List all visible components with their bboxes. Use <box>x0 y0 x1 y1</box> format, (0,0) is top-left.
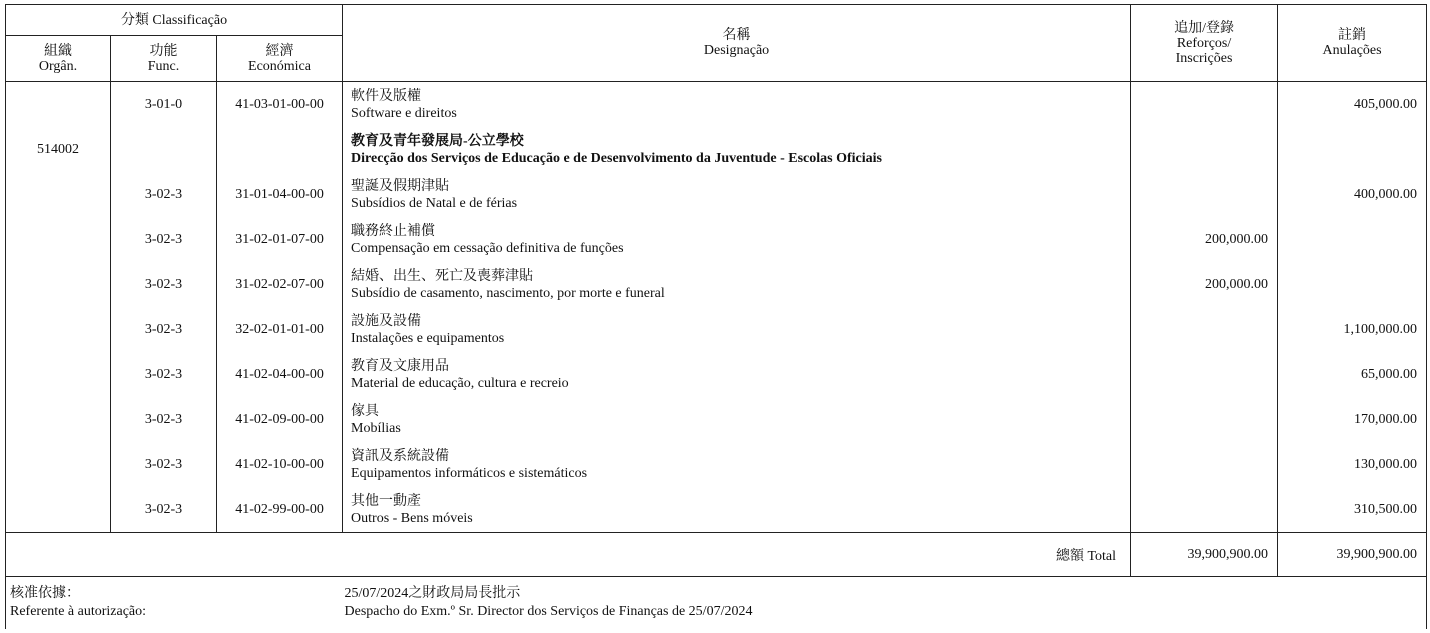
cancellation-cell <box>1278 262 1427 307</box>
organ-cell <box>6 307 111 352</box>
func-cell: 3-02-3 <box>111 442 217 487</box>
designation-cell <box>343 262 1131 307</box>
econ-cell: 41-02-09-00-00 <box>217 397 343 442</box>
table-row <box>6 487 1427 533</box>
func-cell: 3-02-3 <box>111 172 217 217</box>
organ-cell <box>6 487 111 533</box>
designation-cell <box>343 487 1131 533</box>
designation-cell <box>343 82 1131 128</box>
cancellation-cell: 310,500.00 <box>1278 487 1427 533</box>
econ-cell: 41-02-04-00-00 <box>217 352 343 397</box>
organ-cell <box>6 262 111 307</box>
designation-header <box>343 5 1131 82</box>
designation-pt: Outros - Bens móveis <box>351 510 473 526</box>
table-row <box>6 352 1427 397</box>
authorization-label <box>6 577 343 630</box>
total-reinforcement: 39,900,900.00 <box>1131 533 1278 577</box>
func-cell: 3-02-3 <box>111 262 217 307</box>
designation-pt: Subsídio de casamento, nascimento, por morte e funeral <box>351 285 665 301</box>
func-cell: 3-02-3 <box>111 487 217 533</box>
classification-header: 分類 Classificação <box>6 5 343 36</box>
table-row <box>6 397 1427 442</box>
cancellation-cell: 405,000.00 <box>1278 82 1427 128</box>
designation-zh: 設施及設備 <box>351 313 422 329</box>
econ-cell: 31-02-01-07-00 <box>217 217 343 262</box>
designation-zh: 教育及文康用品 <box>351 358 450 374</box>
organ-cell <box>6 82 111 128</box>
econ-cell: 41-02-10-00-00 <box>217 442 343 487</box>
total-label: 總額 Total <box>6 533 1131 577</box>
authorization-text-pt: Despacho do Exm.º Sr. Director dos Serviços de Finanças de 25/07/2024 <box>344 604 753 619</box>
econ-cell <box>217 127 343 172</box>
func-cell: 3-02-3 <box>111 352 217 397</box>
organ-cell <box>6 352 111 397</box>
organ-header-zh: 組織 <box>44 43 72 59</box>
reinforcements-header-zh: 追加/登錄 <box>1174 20 1234 36</box>
reinforcement-cell <box>1131 127 1278 172</box>
table-row <box>6 442 1427 487</box>
cancellations-header-pt: Anulações <box>1322 43 1382 58</box>
func-cell: 3-01-0 <box>111 82 217 128</box>
designation-cell <box>343 442 1131 487</box>
designation-zh: 其他一動產 <box>351 493 422 509</box>
econ-cell: 31-01-04-00-00 <box>217 172 343 217</box>
designation-pt: Subsídios de Natal e de férias <box>351 195 518 211</box>
cancellation-cell <box>1278 127 1427 172</box>
func-cell: 3-02-3 <box>111 217 217 262</box>
total-cancellation: 39,900,900.00 <box>1278 533 1427 577</box>
total-row <box>6 533 1427 577</box>
designation-pt: Instalações e equipamentos <box>351 330 505 346</box>
reinforcement-cell <box>1131 397 1278 442</box>
authorization-text <box>343 577 1427 630</box>
designation-pt: Software e direitos <box>351 105 457 121</box>
reinforcement-cell <box>1131 352 1278 397</box>
func-cell: 3-02-3 <box>111 397 217 442</box>
cancellations-header-zh: 註銷 <box>1338 28 1367 43</box>
designation-cell <box>343 352 1131 397</box>
designation-zh: 資訊及系統設備 <box>351 448 450 464</box>
reinforcement-cell: 200,000.00 <box>1131 217 1278 262</box>
organ-header-pt: Orgân. <box>38 58 78 74</box>
designation-pt: Equipamentos informáticos e sistemáticos <box>351 465 588 481</box>
cancellation-cell: 65,000.00 <box>1278 352 1427 397</box>
econ-header-pt: Económica <box>248 58 311 74</box>
authorization-row <box>6 577 1427 630</box>
designation-zh: 教育及青年發展局-公立學校 <box>351 133 524 149</box>
authorization-label-pt: Referente à autorização: <box>10 604 147 619</box>
cancellation-cell: 400,000.00 <box>1278 172 1427 217</box>
cancellation-cell <box>1278 217 1427 262</box>
func-header <box>111 36 217 82</box>
designation-zh: 軟件及版權 <box>351 88 422 104</box>
reinforcement-cell <box>1131 82 1278 128</box>
table-row <box>6 217 1427 262</box>
designation-pt: Direcção dos Serviços de Educação e de Desenvolvimento da Juventude - Escolas Oficiais <box>351 150 882 166</box>
designation-cell <box>343 127 1131 172</box>
econ-cell: 41-02-99-00-00 <box>217 487 343 533</box>
reinforcement-cell <box>1131 307 1278 352</box>
cancellations-header <box>1278 5 1427 82</box>
authorization-label-zh: 核准依據： <box>10 586 80 601</box>
econ-cell: 31-02-02-07-00 <box>217 262 343 307</box>
table-row <box>6 262 1427 307</box>
cancellation-cell: 1,100,000.00 <box>1278 307 1427 352</box>
designation-cell <box>343 397 1131 442</box>
organ-cell <box>6 217 111 262</box>
table-row <box>6 307 1427 352</box>
designation-header-zh: 名稱 <box>722 28 751 43</box>
reinforcement-cell <box>1131 172 1278 217</box>
table-row <box>6 82 1427 128</box>
organ-cell <box>6 172 111 217</box>
designation-header-pt: Designação <box>703 43 770 58</box>
designation-zh: 職務終止補償 <box>351 223 436 239</box>
designation-zh: 傢具 <box>351 403 380 419</box>
reinforcements-header <box>1131 5 1278 82</box>
authorization-text-zh: 25/07/2024之財政局局長批示 <box>344 586 521 601</box>
organ-cell: 514002 <box>6 127 111 172</box>
organ-cell <box>6 442 111 487</box>
reinforcement-cell <box>1131 487 1278 533</box>
func-cell <box>111 127 217 172</box>
econ-cell: 32-02-01-01-00 <box>217 307 343 352</box>
func-header-pt: Func. <box>147 58 180 74</box>
organ-cell <box>6 397 111 442</box>
reinforcement-cell: 200,000.00 <box>1131 262 1278 307</box>
designation-pt: Mobílias <box>351 420 401 436</box>
organ-header <box>6 36 111 82</box>
designation-cell <box>343 307 1131 352</box>
reinforcements-header-pt2: Inscrições <box>1175 50 1233 66</box>
func-header-zh: 功能 <box>149 43 178 59</box>
table-row-department <box>6 127 1427 172</box>
func-cell: 3-02-3 <box>111 307 217 352</box>
designation-cell <box>343 172 1131 217</box>
designation-pt: Material de educação, cultura e recreio <box>351 375 569 391</box>
designation-cell <box>343 217 1131 262</box>
budget-table <box>5 4 1427 629</box>
cancellation-cell: 170,000.00 <box>1278 397 1427 442</box>
econ-header <box>217 36 343 82</box>
designation-zh: 聖誕及假期津貼 <box>351 178 450 194</box>
reinforcements-header-pt1: Reforços/ <box>1176 35 1232 51</box>
econ-cell: 41-03-01-00-00 <box>217 82 343 128</box>
designation-zh: 結婚、出生、死亡及喪葬津貼 <box>351 268 534 284</box>
table-row <box>6 172 1427 217</box>
econ-header-zh: 經濟 <box>265 43 294 59</box>
reinforcement-cell <box>1131 442 1278 487</box>
designation-pt: Compensação em cessação definitiva de funções <box>351 240 624 256</box>
cancellation-cell: 130,000.00 <box>1278 442 1427 487</box>
